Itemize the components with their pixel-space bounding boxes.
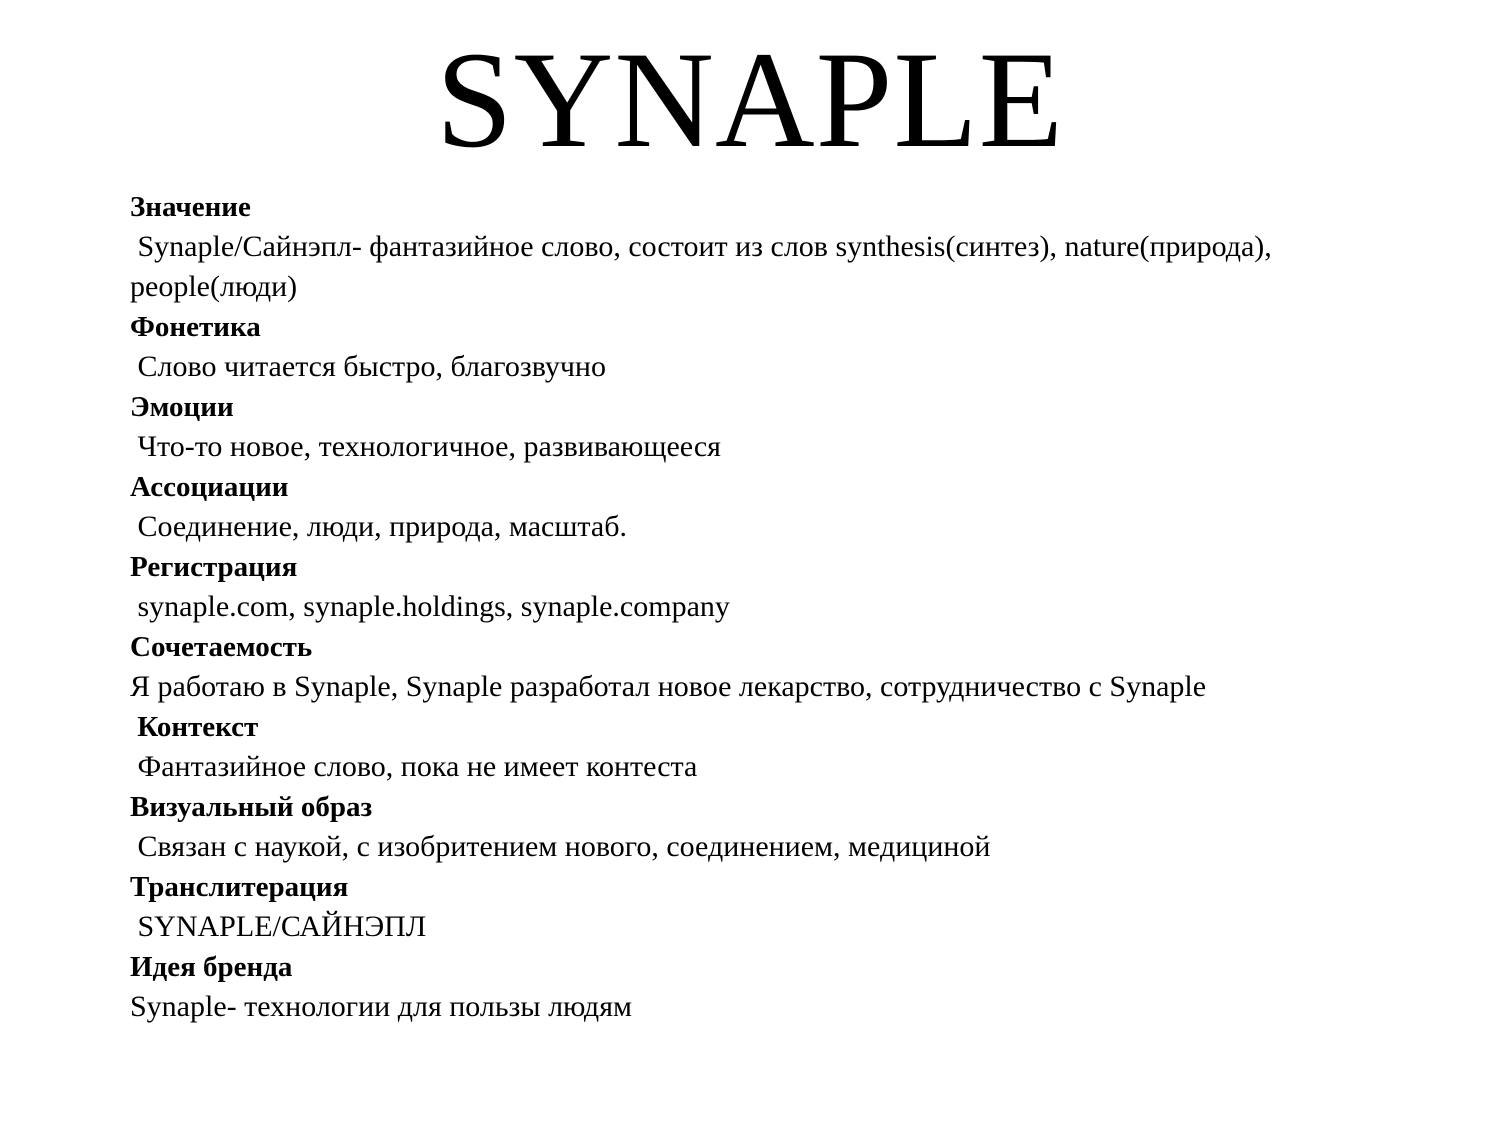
section-context xyxy=(130,707,1420,787)
section-associations xyxy=(130,467,1420,547)
section-heading: Контекст xyxy=(130,711,259,743)
section-heading: Значение xyxy=(130,191,251,223)
section-text: synaple.com, synaple.holdings, synaple.company xyxy=(130,590,730,623)
section-heading: Идея бренда xyxy=(130,951,293,983)
section-heading: Ассоциации xyxy=(130,471,289,503)
section-text: Фантазийное слово, пока не имеет контеста xyxy=(130,750,698,783)
section-text: Я работаю в Synaple, Synaple разработал новое лекарство, сотрудничество с Synaple xyxy=(130,670,1207,703)
section-text: SYNAPLE/САЙНЭПЛ xyxy=(130,910,427,943)
section-text: Связан с наукой, с изобритением нового, соединением, медициной xyxy=(130,830,991,863)
section-text: Synaple/Сайнэпл- фантазийное слово, состоит из слов synthesis(синтез), nature(природа), people(люди) xyxy=(130,230,1280,303)
section-text: Слово читается быстро, благозвучно xyxy=(130,350,606,383)
section-heading: Регистрация xyxy=(130,551,298,583)
section-compatibility xyxy=(130,627,1420,707)
section-visual-image xyxy=(130,787,1420,867)
section-text: Что-то новое, технологичное, развивающееся xyxy=(130,430,721,463)
section-brand-idea xyxy=(130,947,1420,1027)
section-meaning xyxy=(130,187,1420,307)
section-text: Synaple- технологии для пользы людям xyxy=(130,990,632,1023)
section-heading: Транслитерация xyxy=(130,871,349,903)
section-transliteration xyxy=(130,867,1420,947)
section-emotions xyxy=(130,387,1420,467)
page-title: SYNAPLE xyxy=(435,23,1065,176)
section-phonetics xyxy=(130,307,1420,387)
section-heading: Визуальный образ xyxy=(130,791,373,823)
section-heading: Сочетаемость xyxy=(130,631,313,663)
section-heading: Эмоции xyxy=(130,391,234,423)
section-registration xyxy=(130,547,1420,627)
content-body xyxy=(130,187,1420,1027)
section-heading: Фонетика xyxy=(130,311,261,343)
section-text: Соединение, люди, природа, масштаб. xyxy=(130,510,627,543)
